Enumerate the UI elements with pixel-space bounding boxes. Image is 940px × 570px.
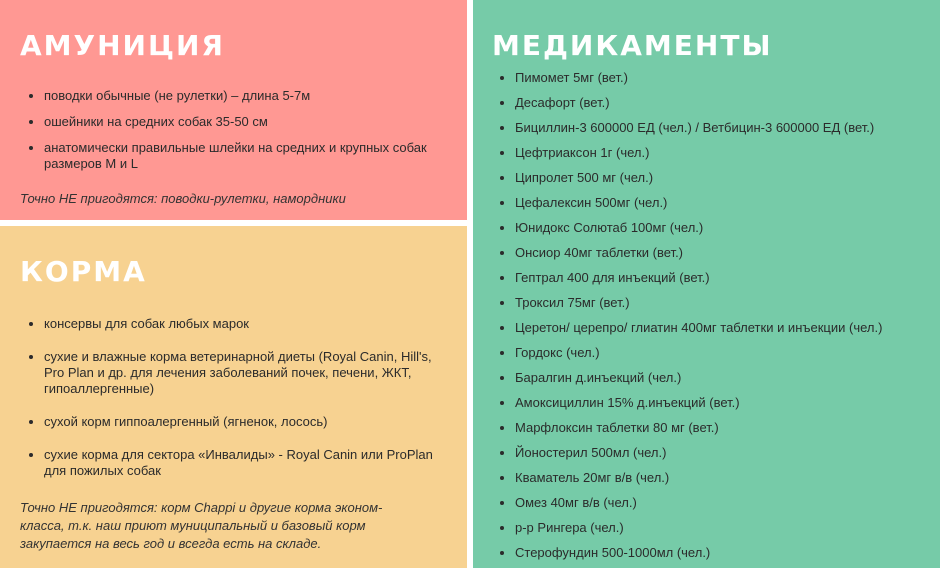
feed-title: КОРМА xyxy=(20,255,147,288)
medicines-title: МЕДИКАМЕНТЫ xyxy=(492,29,773,62)
list-item: Марфлоксин таблетки 80 мг (вет.) xyxy=(491,420,931,445)
list-item: Юнидокс Солютаб 100мг (чел.) xyxy=(491,220,931,245)
list-item: сухой корм гиппоалергенный (ягненок, лосось) xyxy=(20,414,440,430)
list-item: Баралгин д.инъекций (чел.) xyxy=(491,370,931,395)
feed-list xyxy=(20,316,440,496)
medicines-panel xyxy=(473,0,940,568)
list-item: Гептрал 400 для инъекций (вет.) xyxy=(491,270,931,295)
list-item: Йоностерил 500мл (чел.) xyxy=(491,445,931,470)
ammunition-panel xyxy=(0,0,467,220)
ammunition-note: Точно НЕ пригодятся: поводки-рулетки, намордники xyxy=(20,191,346,206)
list-item: Гордокс (чел.) xyxy=(491,345,931,370)
list-item: ошейники на средних собак 35-50 см xyxy=(20,114,440,130)
feed-panel xyxy=(0,226,467,568)
list-item: Цефтриаксон 1г (чел.) xyxy=(491,145,931,170)
list-item: Троксил 75мг (вет.) xyxy=(491,295,931,320)
list-item: Церетон/ церепро/ глиатин 400мг таблетки и инъекции (чел.) xyxy=(491,320,931,345)
list-item: сухие и влажные корма ветеринарной диеты (Royal Canin, Hill's, Pro Plan и др. для лечения заболеваний почек, печени, ЖКТ, гипоаллергенные) xyxy=(20,349,440,397)
list-item: Кваматель 20мг в/в (чел.) xyxy=(491,470,931,495)
list-item: Бициллин-3 600000 ЕД (чел.) / Ветбицин-3 600000 ЕД (вет.) xyxy=(491,120,931,145)
list-item: р-р Рингера (чел.) xyxy=(491,520,931,545)
list-item: Амоксициллин 15% д.инъекций (вет.) xyxy=(491,395,931,420)
list-item: анатомически правильные шлейки на средних и крупных собак размеров M и L xyxy=(20,140,440,172)
list-item: поводки обычные (не рулетки) – длина 5-7м xyxy=(20,88,440,104)
list-item: Пимомет 5мг (вет.) xyxy=(491,70,931,95)
list-item: Ципролет 500 мг (чел.) xyxy=(491,170,931,195)
ammunition-title: АМУНИЦИЯ xyxy=(20,29,225,62)
list-item: консервы для собак любых марок xyxy=(20,316,440,332)
ammunition-list xyxy=(20,88,440,182)
list-item: Цефалексин 500мг (чел.) xyxy=(491,195,931,220)
feed-note: Точно НЕ пригодятся: корм Chappi и другие корма эконом-класса, т.к. наш приют муниципальный и базовый корм закупается на весь год и всегда есть на складе. xyxy=(20,500,383,551)
list-item: сухие корма для сектора «Инвалиды» - Royal Canin или ProPlan для пожилых собак xyxy=(20,447,440,479)
list-item: Омез 40мг в/в (чел.) xyxy=(491,495,931,520)
list-item: Онсиор 40мг таблетки (вет.) xyxy=(491,245,931,270)
list-item: Десафорт (вет.) xyxy=(491,95,931,120)
medicines-list xyxy=(491,70,931,570)
list-item: Стерофундин 500-1000мл (чел.) xyxy=(491,545,931,570)
